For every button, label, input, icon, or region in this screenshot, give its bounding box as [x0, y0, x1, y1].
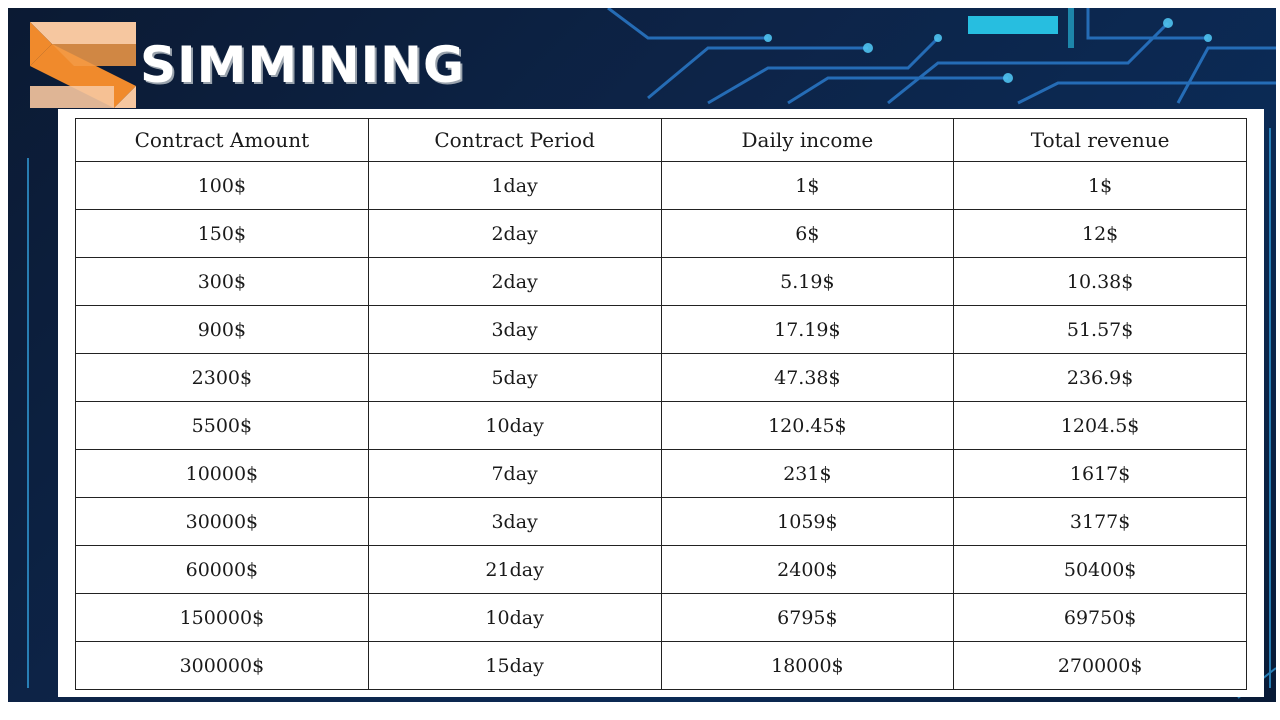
cell-contract-amount: 150$ [76, 210, 369, 258]
cell-total-revenue: 50400$ [954, 546, 1247, 594]
cell-daily-income: 1059$ [661, 498, 954, 546]
cell-contract-period: 7day [368, 450, 661, 498]
column-header-total-revenue: Total revenue [954, 119, 1247, 162]
cell-total-revenue: 1204.5$ [954, 402, 1247, 450]
table-row [76, 642, 1247, 690]
cell-total-revenue: 69750$ [954, 594, 1247, 642]
cell-contract-amount: 300$ [76, 258, 369, 306]
table-row [76, 258, 1247, 306]
cell-daily-income: 1$ [661, 162, 954, 210]
cell-contract-amount: 900$ [76, 306, 369, 354]
cell-contract-amount: 100$ [76, 162, 369, 210]
cell-total-revenue: 1$ [954, 162, 1247, 210]
table-row [76, 210, 1247, 258]
cell-daily-income: 5.19$ [661, 258, 954, 306]
table-row [76, 546, 1247, 594]
cell-contract-amount: 10000$ [76, 450, 369, 498]
brand-name: SIMMINING [140, 36, 466, 94]
cell-total-revenue: 12$ [954, 210, 1247, 258]
simmining-s-logo-icon [30, 22, 136, 108]
cell-daily-income: 17.19$ [661, 306, 954, 354]
table-row [76, 498, 1247, 546]
table-row [76, 402, 1247, 450]
cell-daily-income: 47.38$ [661, 354, 954, 402]
cell-contract-period: 2day [368, 210, 661, 258]
cell-contract-period: 15day [368, 642, 661, 690]
table-row [76, 354, 1247, 402]
banner [8, 8, 1276, 702]
cell-contract-amount: 150000$ [76, 594, 369, 642]
cell-contract-period: 2day [368, 258, 661, 306]
table-row [76, 162, 1247, 210]
cell-contract-amount: 30000$ [76, 498, 369, 546]
cell-contract-amount: 2300$ [76, 354, 369, 402]
cell-total-revenue: 270000$ [954, 642, 1247, 690]
table-header-row [76, 119, 1247, 162]
cell-total-revenue: 1617$ [954, 450, 1247, 498]
cell-contract-period: 3day [368, 306, 661, 354]
cell-daily-income: 2400$ [661, 546, 954, 594]
brand-logo [30, 20, 465, 110]
cell-total-revenue: 10.38$ [954, 258, 1247, 306]
cell-contract-period: 3day [368, 498, 661, 546]
column-header-contract-amount: Contract Amount [76, 119, 369, 162]
cell-total-revenue: 236.9$ [954, 354, 1247, 402]
table-row [76, 306, 1247, 354]
cell-daily-income: 231$ [661, 450, 954, 498]
cell-total-revenue: 3177$ [954, 498, 1247, 546]
table-row [76, 450, 1247, 498]
cell-contract-period: 10day [368, 402, 661, 450]
contracts-table [75, 118, 1247, 690]
cell-total-revenue: 51.57$ [954, 306, 1247, 354]
cell-daily-income: 6$ [661, 210, 954, 258]
cell-daily-income: 18000$ [661, 642, 954, 690]
cell-contract-period: 21day [368, 546, 661, 594]
contracts-panel [58, 109, 1264, 697]
cell-contract-period: 1day [368, 162, 661, 210]
cell-contract-amount: 60000$ [76, 546, 369, 594]
table-row [76, 594, 1247, 642]
column-header-contract-period: Contract Period [368, 119, 661, 162]
column-header-daily-income: Daily income [661, 119, 954, 162]
cell-daily-income: 6795$ [661, 594, 954, 642]
cell-contract-amount: 300000$ [76, 642, 369, 690]
cell-daily-income: 120.45$ [661, 402, 954, 450]
cell-contract-period: 10day [368, 594, 661, 642]
cell-contract-amount: 5500$ [76, 402, 369, 450]
cell-contract-period: 5day [368, 354, 661, 402]
